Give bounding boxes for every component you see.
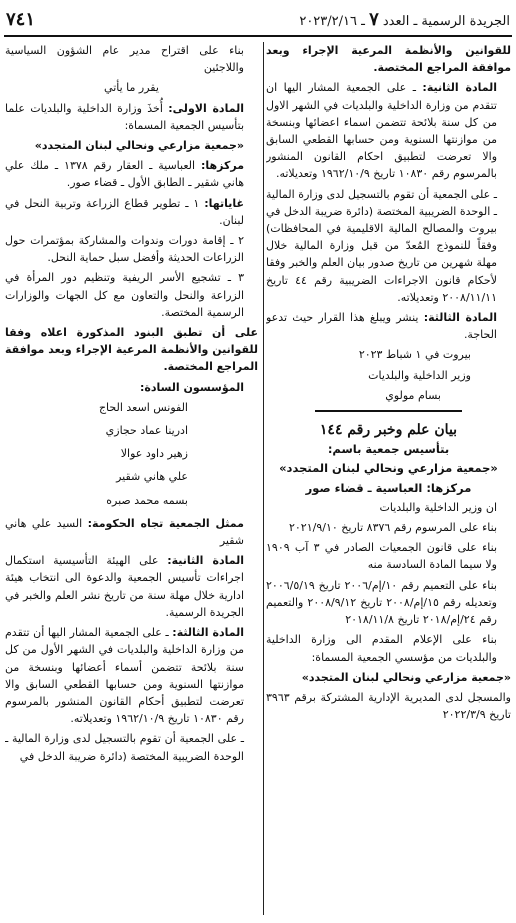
founder-item: ادرينا عماد حجازي <box>105 424 188 438</box>
condition-paragraph: على أن تطبق البنود المذكورة اعلاه وفقا للقوانين والأنظمة المرعية الإجراء وبعد موافقة المراجع المختصة. <box>5 326 258 374</box>
issue-date: ـ ٢٠٢٣/٢/١٦ <box>299 13 365 29</box>
article-2-title: المادة الثانية: <box>422 81 497 95</box>
article-3-title: المادة الثالثة: <box>423 311 497 325</box>
left-article-2-text: على الهيئة التأسيسية استكمال اجراءات تأسيس الجمعية والدعوة الى انتخاب هيئة ادارية خلال مهلة سنة من تاريخ نشر العلم والخبر في الجريدة الرسمية. <box>5 554 244 619</box>
founders-title: المؤسسون السادة: <box>139 380 244 394</box>
notice-headquarters: مركزها: العباسية ـ قضاء صور <box>305 480 472 495</box>
goals-label: غاياتها: <box>204 196 245 210</box>
goals-paragraph <box>5 195 258 229</box>
signature-name: بسام مولوي <box>385 388 441 402</box>
founder-item: الفونس اسعد الحاج <box>98 400 188 414</box>
decides-line: يقرر ما يأتي <box>104 81 159 95</box>
article-1-title: المادة الاولى: <box>168 101 244 115</box>
continued-heading: للقوانين والأنظمة المرعية الإجراء وبعد موافقة المراجع المختصة. <box>266 44 511 75</box>
notice-title: بيان علم وخبر رقم ١٤٤ <box>319 422 458 439</box>
representative-paragraph <box>5 515 258 549</box>
left-article-3-text: ـ على الجمعية المشار اليها أن تتقدم من وزارة الداخلية والبلديات في الشهر الأول من كل سنة بلائحة تتضمن أسماء أعضائها وبنسخة من موازنتها السنوية ومن حسابها القطعي السابق والا تعرضت لتطبيق أحكام القانون المنشور بالمرسوم رقم ١٠٨٣٠ تاريخ ١٩٦٢/١٠/٩ وتعديلاته. <box>5 626 244 726</box>
headquarters-text: العباسية ـ العقار رقم ١٣٧٨ ـ ملك علي هاني شقير ـ الطابق الأول ـ قضاء صور. <box>5 159 244 190</box>
basis-law: بناء على قانون الجمعيات الصادر في ٣ آب ١٩٠٩ ولا سيما المادة السادسة منه <box>266 541 498 572</box>
proposal-line: بناء على اقتراح مدير عام الشؤون السياسية واللاجئين <box>5 44 244 75</box>
header-rule <box>4 35 512 37</box>
founder-item: بسمه محمد صبره <box>106 493 188 507</box>
article-2-tax-paragraph: ـ على الجمعية أن تقوم بالتسجيل لدى وزارة المالية ـ الوحدة الضريبية المختصة (دائرة ضريبة الدخل في بيروت والمصالح المالية الاقليمية في المحافظات) وفقاً للنموذج المُعدّ من قبل وزارة المالية خلال مهلة شهرين من تاريخ صدور بيان العلم والخبر وفقا لأحكام قانون الاجراءات الضريبية رقم ٤٤ تاريخ ٢٠٠٨/١١/١١ وتعديلاته. <box>266 187 497 304</box>
headquarters-paragraph <box>5 157 258 191</box>
left-article-2-title: المادة الثانية: <box>167 554 244 568</box>
left-article-3-tax-paragraph: ـ على الجمعية أن تقوم بالتسجيل لدى وزارة المالية ـ الوحدة الضريبية المختصة (دائرة ضريبة الدخل في <box>5 732 244 763</box>
column-divider <box>263 42 264 915</box>
association-name: «جمعية مزارعي ونحالي لبنان المتجدد» <box>34 139 244 153</box>
goal-1: ١ ـ تطوير قطاع الزراعة وتربية النحل في لبنان. <box>5 196 244 227</box>
basis-circulars: بناء على التعميم رقم ١٠/إم/٢٠٠٦ تاريخ ٢٠٠٦/٥/١٩ وتعديله رقم ١٥/إم/٢٠٠٨ تاريخ ٢٠٠٨/٩/١٢ والتعميم رقم ٢٤/إم/٢٠١٨ تاريخ ٢٠١٨/١١/٨ <box>266 578 497 627</box>
gazette-name: الجريدة الرسمية ـ العدد <box>382 13 510 29</box>
minister-line: ان وزير الداخلية والبلديات <box>379 500 497 514</box>
notice-subtitle: بتأسيس جمعية باسم: <box>327 442 450 457</box>
signature-place-date: بيروت في ١ شباط ٢٠٢٣ <box>358 348 471 362</box>
goal-3: ٣ ـ تشجيع الأسر الريفية وتنظيم دور المرأة في الزراعة والنحل والتعاون مع كل الجهات والوزارات الرسمية المختصة. <box>5 271 244 319</box>
goal-2: ٢ ـ إقامة دورات وندوات والمشاركة بمؤتمرات حول الزراعات الحديثة وأفضل سبل حماية النحل. <box>5 234 244 265</box>
article-2-paragraph <box>266 79 511 182</box>
left-article-3-title: المادة الثالثة: <box>172 626 244 640</box>
basis-decree: بناء على المرسوم رقم ٨٣٧٦ تاريخ ٢٠٢١/٩/١٠ <box>288 521 497 535</box>
section-divider <box>315 410 462 412</box>
right-column <box>266 42 511 917</box>
headquarters-label: مركزها: <box>200 159 245 173</box>
left-article-3-paragraph <box>5 624 258 727</box>
page-header <box>6 4 510 34</box>
founder-item: زهير داود عوالا <box>120 447 188 461</box>
basis-registration: والمسجل لدى المديرية الإدارية المشتركة برقم ٣٩٦٣ تاريخ ٢٠٢٢/٣/٩ <box>266 690 511 722</box>
article-1-text: أُخذَ وزارة الداخلية والبلديات علما بتأسيس الجمعية المسماة: <box>5 101 244 132</box>
signature-title: وزير الداخلية والبلديات <box>368 368 471 382</box>
left-article-2-paragraph <box>5 552 258 621</box>
notice-association-name: «جمعية مزارعي ونحالي لبنان المتجدد» <box>279 461 498 476</box>
article-1-paragraph <box>5 100 258 134</box>
page-number: ٧٤١ <box>6 8 36 30</box>
representative-name: السيد علي هاني شقير <box>5 516 244 548</box>
article-3-text: ينشر ويبلغ هذا القرار حيث تدعو الحاجة. <box>266 311 497 342</box>
founder-item: علي هاني شقير <box>116 470 188 484</box>
basis-association-name: «جمعية مزارعي ونحالي لبنان المتجدد» <box>301 670 511 684</box>
representative-label: ممثل الجمعية تجاه الحكومة: <box>87 516 244 530</box>
article-3-paragraph <box>266 309 511 343</box>
left-column <box>5 42 258 917</box>
gazette-title <box>299 9 510 30</box>
basis-notification: بناء على الإعلام المقدم الى وزارة الداخلية والبلديات من مؤسسي الجمعية المسماة: <box>266 633 497 664</box>
article-2-text: ـ على الجمعية المشار اليها ان تتقدم من وزارة الداخلية والبلديات في الشهر الاول من كل سنة بلائحة تتضمن اسماء اعضائها وبنسخة من موازنتها السنوية ومن حسابها القطعي السابق والا تعرضت لتطبيق احكام القانون المنشور بالمرسوم رقم ١٠٨٣٠ تاريخ ١٩٦٢/١٠/٩ وتعديلاته. <box>266 81 497 181</box>
issue-number: ٧ <box>369 8 379 30</box>
